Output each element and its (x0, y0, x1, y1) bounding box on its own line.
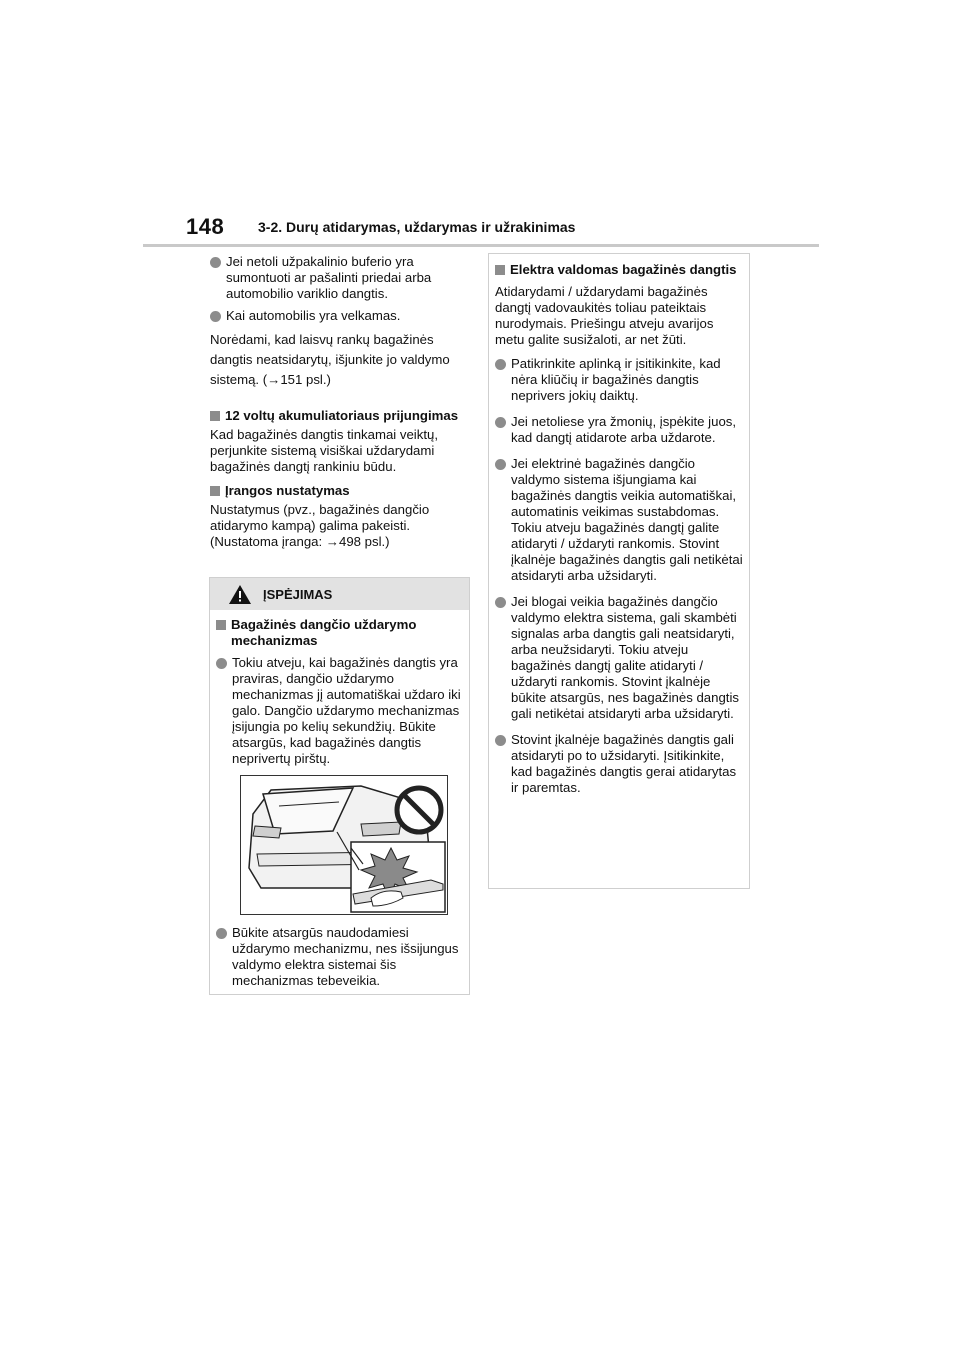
list-item: Jei netoliese yra žmonių, įspėkite juos, kad dangtį atidarote arba uždarote. (495, 414, 743, 446)
subheading: Bagažinės dangčio uždarymo mechanizmas (216, 617, 463, 649)
bullet-icon (210, 311, 221, 322)
section-title: 3-2. Durų atidarymas, uždarymas ir užrakinimas (258, 219, 576, 235)
square-bullet-icon (495, 265, 505, 275)
warning-title: ĮSPĖJIMAS (263, 587, 333, 602)
list-item: Būkite atsargūs naudodamiesi uždarymo mechanizmu, nes išsijungus valdymo elektra sistemai šis mechanizmas tebeveikia. (216, 925, 463, 989)
paragraph: Kad bagažinės dangtis tinkamai veiktų, perjunkite sistemą visiškai uždarydami bagažinės dangtį rankiniu būdu. (210, 427, 438, 474)
paragraph: Norėdami, kad laisvų rankų bagažinės dangtis neatsidarytų, išjunkite jo valdymo sistemą. (→151 psl.) (210, 332, 450, 387)
bullet-icon (495, 459, 506, 470)
paragraph: Nustatymus (pvz., bagažinės dangčio atidarymo kampą) galima pakeisti. (Nustatoma įranga: →498 psl.) (210, 502, 430, 549)
bullet-icon (495, 735, 506, 746)
page-number: 148 (186, 214, 225, 239)
warning-box (209, 577, 470, 995)
square-bullet-icon (210, 486, 220, 496)
list-item: Stovint įkalnėje bagažinės dangtis gali atsidaryti po to užsidaryti. Įsitikinkite, kad bagažinės dangtis gerai atidarytas ir paremtas. (495, 732, 743, 796)
bullet-icon (210, 257, 221, 268)
bullet-icon (495, 359, 506, 370)
bullet-icon (216, 928, 227, 939)
subheading: 12 voltų akumuliatoriaus prijungimas (210, 408, 472, 424)
subheading: Elektra valdomas bagažinės dangtis (495, 262, 743, 278)
list-item: Jei netoli užpakalinio buferio yra sumontuoti ar pašalinti priedai arba automobilio variklio dangtis. (210, 254, 472, 302)
list-item: Jei blogai veikia bagažinės dangčio valdymo elektra sistema, gali skambėti signalas arba dangtis gali neatsidaryti, arba neužsidaryti. Tokiu atveju bagažinės dangtį galite atidaryti / uždaryti rankomis. Stovint įkalnėje būkite atsargūs, nes bagažinės dangtis gali netikėtai atsidaryti arba užsidaryti. (495, 594, 743, 722)
tailgate-illustration (240, 775, 448, 915)
square-bullet-icon (216, 620, 226, 630)
list-item: Patikrinkite aplinką ir įsitikinkite, kad nėra kliūčių ir bagažinės dangtis neprivers jokių daiktų. (495, 356, 743, 404)
bullet-icon (495, 597, 506, 608)
bullet-icon (216, 658, 227, 669)
bullet-icon (495, 417, 506, 428)
left-column (210, 254, 472, 558)
subheading: Įrangos nustatymas (210, 483, 472, 499)
warning-triangle-icon (228, 584, 252, 605)
header-rule (143, 244, 819, 247)
paragraph: Atidarydami / uždarydami bagažinės dangtį vadovaukitės toliau pateiktais nurodymais. Priešingu atveju avarijos metu galite susižaloti, ar net žūti. (495, 284, 714, 347)
list-item: Tokiu atveju, kai bagažinės dangtis yra praviras, dangčio uždarymo mechanizmas jį automatiškai uždaro iki galo. Dangčio uždarymo mechanizmas įsijungia po kelių sekundžių. Būkite atsargūs, kad bagažinės dangtis neprivertų pirštų. (216, 655, 463, 767)
car-tailgate-image (241, 776, 447, 914)
list-item: Jei elektrinė bagažinės dangčio valdymo sistema išjungiama kai bagažinės dangtis veikia automatiškai, automatinis veikimas sustabdomas. Tokiu atveju bagažinės dangtį galite atidaryti / uždaryti rankomis. Stovint įkalnėje bagažinės dangtis gali netikėtai atsidaryti arba užsidaryti. (495, 456, 743, 584)
square-bullet-icon (210, 411, 220, 421)
warning-header (210, 578, 469, 610)
list-item: Kai automobilis yra velkamas. (210, 308, 472, 324)
caution-box (488, 253, 750, 889)
